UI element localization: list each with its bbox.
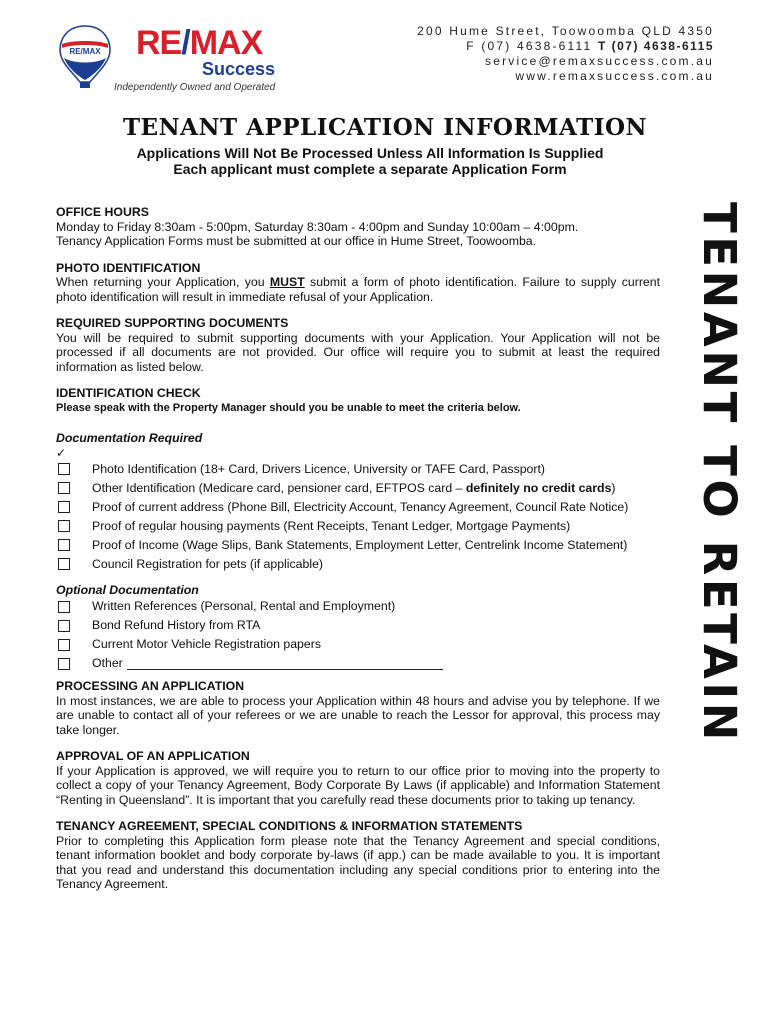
list-item-label: Other [92,656,123,671]
photo-id-section [56,261,660,305]
brand-right: MAX [189,24,263,62]
processing-heading: PROCESSING AN APPLICATION [56,679,245,693]
contact-phone: T (07) 4638-6115 [597,39,714,53]
page-title: TENANT APPLICATION INFORMATION [122,114,648,141]
checkbox[interactable] [58,601,70,613]
processing-section [56,679,660,737]
contact-address: 200 Hume Street, Toowoomba QLD 4350 [417,24,714,38]
other-input-line[interactable] [127,657,443,670]
side-banner [694,202,744,896]
checkbox[interactable] [58,558,70,570]
list-item-label: Current Motor Vehicle Registration papers [92,637,321,652]
approval-text: If your Application is approved, we will require you to return to our office prior to moving into the property to collect a copy of your Tenancy Agreement, Body Corporate By Laws (if applicable) and Information Statement “Renting in Queensland”. It is important that you carefully read these documents prior to taking up tenancy. [56,763,660,807]
list-item-label-bold: definitely no credit cards [465,480,612,495]
list-item[interactable] [56,479,660,498]
approval-heading: APPROVAL OF AN APPLICATION [56,749,250,763]
balloon-icon [58,24,112,90]
list-item-label: Council Registration for pets (if applicable) [92,556,324,571]
required-docs-heading: REQUIRED SUPPORTING DOCUMENTS [56,316,289,330]
side-banner-text: TENANT TO RETAIN [693,202,746,744]
brand-slash: / [181,24,190,62]
photo-id-heading: PHOTO IDENTIFICATION [56,260,201,275]
list-item[interactable] [56,498,660,517]
contact-email[interactable]: service@remaxsuccess.com.au [485,54,714,68]
id-check-heading: IDENTIFICATION CHECK [56,386,201,400]
list-item-label: Bond Refund History from RTA [92,618,261,633]
id-check-note: Please speak with the Property Manager should you be unable to meet the criteria below. [56,401,521,414]
checkbox[interactable] [58,539,70,551]
subtitle-separate-form: Each applicant must complete a separate Application Form [173,161,567,177]
checkbox[interactable] [58,520,70,532]
required-docs-text: You will be required to submit supporting documents with your Application. Your Application will not be processed if all documents are not provided. Our office will require you to submit at least the required information as listed below. [56,330,660,374]
list-item[interactable] [56,517,660,536]
list-item-label: Proof of current address (Phone Bill, Electricity Account, Tenancy Agreement, Council Rate Notice) [92,499,629,514]
brand-name [136,26,262,60]
checkbox[interactable] [58,620,70,632]
list-item[interactable] [56,555,660,574]
list-item-label: Proof of Income (Wage Slips, Bank Statements, Employment Letter, Centrelink Income Statement) [92,537,628,552]
checkbox[interactable] [58,639,70,651]
list-item-label-end: ) [611,480,616,495]
checkbox[interactable] [58,501,70,513]
checkbox[interactable] [58,482,70,494]
photo-id-must: MUST [269,275,305,289]
list-item[interactable] [56,616,660,635]
list-item-label: Written References (Personal, Rental and Employment) [92,599,396,614]
office-hours-line1: Monday to Friday 8:30am - 5:00pm, Saturday 8:30am - 4:00pm and Sunday 10:00am – 4:00pm. [56,219,579,234]
contact-fax: F (07) 4638-6111 [466,39,598,53]
contact-web[interactable]: www.remaxsuccess.com.au [515,69,714,83]
document-body [56,205,660,904]
approval-section [56,749,660,807]
subtitle-processing: Applications Will Not Be Processed Unless All Information Is Supplied [136,145,604,161]
list-item-label: Photo Identification (18+ Card, Drivers Licence, University or TAFE Card, Passport) [92,461,546,476]
balloon-letters: RE/MAX [69,47,101,56]
office-hours-heading: OFFICE HOURS [56,205,149,219]
list-item-label: Proof of regular housing payments (Rent Receipts, Tenant Ledger, Mortgage Payments) [92,518,571,533]
optional-documentation-list [56,597,660,673]
list-item[interactable] [56,597,660,616]
brand-sub: Success [202,59,276,79]
documentation-required-heading: Documentation Required [56,431,203,445]
office-hours-section [56,205,660,249]
tenancy-agreement-section [56,819,660,892]
contact-phone-line [417,39,714,54]
list-item-label-start: Other Identification (Medicare card, pensioner card, EFTPOS card – [92,480,466,495]
photo-id-text-before: When returning your Application, you [56,275,270,289]
remax-logo [52,22,280,96]
check-mark-icon: ✓ [56,445,67,460]
list-item[interactable] [56,635,660,654]
tenancy-agreement-heading: TENANCY AGREEMENT, SPECIAL CONDITIONS & INFORMATION STATEMENTS [56,819,523,833]
photo-id-text [56,275,660,304]
brand-left: RE [136,24,182,62]
checkbox[interactable] [58,463,70,475]
tenancy-agreement-text: Prior to completing this Application form please note that the Tenancy Agreement and special conditions, tenant information booklet and body corporate by-laws (if app.) can be made available to you. It is important that you read and understand this documentation including any special conditions prior to entering into the Tenancy Agreement. [56,833,660,891]
list-item[interactable] [56,654,660,673]
required-docs-section [56,316,660,374]
contact-block [417,24,714,84]
optional-documentation-heading: Optional Documentation [56,582,199,597]
documentation-required-list [56,460,660,574]
checkbox[interactable] [58,658,70,670]
list-item-label [92,481,616,496]
processing-text: In most instances, we are able to process your Application within 48 hours and advise you by telephone. If we are unable to contact all of your referees or we are unable to reach the Lessor for approval, this process may take longer. [56,693,660,737]
photo-id-text-after: submit a form of photo identification. Failure to supply current photo identification will result in immediate refusal of your Application. [56,275,661,304]
brand-tagline: Independently Owned and Operated [114,82,276,93]
list-item[interactable] [56,460,660,479]
office-hours-line2: Tenancy Application Forms must be submitted at our office in Hume Street, Toowoomba. [56,234,537,248]
id-check-section [56,386,660,415]
list-item[interactable] [56,536,660,555]
